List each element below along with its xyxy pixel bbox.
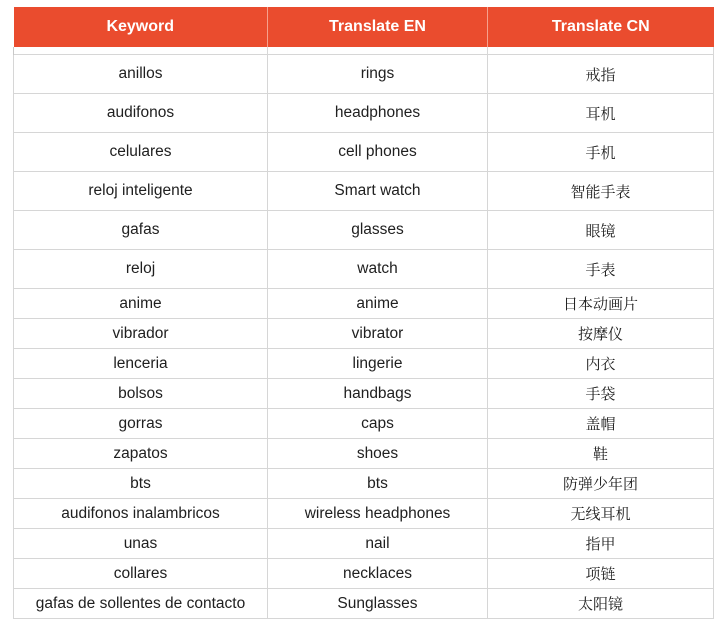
table-row (14, 319, 714, 349)
cell-translate-cn: 按摩仪 (488, 319, 714, 349)
header-spacer (14, 47, 714, 55)
table-row (14, 499, 714, 529)
table-row (14, 469, 714, 499)
cell-translate-cn: 手袋 (488, 379, 714, 409)
cell-translate-en: Smart watch (268, 172, 488, 211)
cell-keyword: anime (14, 289, 268, 319)
table-row (14, 289, 714, 319)
cell-translate-cn: 耳机 (488, 94, 714, 133)
cell-keyword: celulares (14, 133, 268, 172)
cell-translate-en: shoes (268, 439, 488, 469)
cell-keyword: gafas (14, 211, 268, 250)
cell-translate-cn: 眼镜 (488, 211, 714, 250)
table-row (14, 439, 714, 469)
cell-translate-en: nail (268, 529, 488, 559)
table-row (14, 559, 714, 589)
table-row (14, 133, 714, 172)
table-row (14, 589, 714, 619)
cell-translate-cn: 日本动画片 (488, 289, 714, 319)
table-row (14, 211, 714, 250)
cell-translate-en: Sunglasses (268, 589, 488, 619)
cell-translate-en: lingerie (268, 349, 488, 379)
cell-keyword: gorras (14, 409, 268, 439)
cell-translate-cn: 指甲 (488, 529, 714, 559)
cell-translate-cn: 手机 (488, 133, 714, 172)
cell-keyword: lenceria (14, 349, 268, 379)
cell-translate-cn: 太阳镜 (488, 589, 714, 619)
cell-translate-cn: 防弹少年团 (488, 469, 714, 499)
cell-keyword: zapatos (14, 439, 268, 469)
cell-keyword: bts (14, 469, 268, 499)
cell-translate-en: watch (268, 250, 488, 289)
header-keyword: Keyword (14, 7, 268, 47)
cell-translate-en: caps (268, 409, 488, 439)
cell-keyword: bolsos (14, 379, 268, 409)
header-translate-en: Translate EN (268, 7, 488, 47)
cell-translate-cn: 手表 (488, 250, 714, 289)
cell-translate-en: vibrator (268, 319, 488, 349)
table-row (14, 250, 714, 289)
table-row (14, 94, 714, 133)
table-row (14, 529, 714, 559)
cell-keyword: reloj (14, 250, 268, 289)
cell-keyword: reloj inteligente (14, 172, 268, 211)
table-row (14, 172, 714, 211)
cell-translate-en: anime (268, 289, 488, 319)
header-translate-cn: Translate CN (488, 7, 714, 47)
cell-translate-en: cell phones (268, 133, 488, 172)
cell-translate-cn: 戒指 (488, 55, 714, 94)
keyword-translation-table-container (13, 7, 714, 619)
cell-keyword: collares (14, 559, 268, 589)
table-row (14, 349, 714, 379)
cell-translate-en: wireless headphones (268, 499, 488, 529)
cell-translate-en: rings (268, 55, 488, 94)
table-row (14, 55, 714, 94)
cell-keyword: gafas de sollentes de contacto (14, 589, 268, 619)
cell-keyword: anillos (14, 55, 268, 94)
keyword-translation-table (13, 7, 714, 619)
table-body (14, 47, 714, 619)
cell-keyword: unas (14, 529, 268, 559)
cell-translate-cn: 内衣 (488, 349, 714, 379)
cell-translate-cn: 智能手表 (488, 172, 714, 211)
cell-translate-en: bts (268, 469, 488, 499)
cell-translate-cn: 项链 (488, 559, 714, 589)
cell-translate-en: headphones (268, 94, 488, 133)
cell-translate-en: handbags (268, 379, 488, 409)
table-row (14, 379, 714, 409)
cell-translate-en: necklaces (268, 559, 488, 589)
cell-translate-cn: 盖帽 (488, 409, 714, 439)
table-row (14, 409, 714, 439)
cell-keyword: audifonos inalambricos (14, 499, 268, 529)
cell-translate-cn: 鞋 (488, 439, 714, 469)
cell-keyword: vibrador (14, 319, 268, 349)
cell-translate-cn: 无线耳机 (488, 499, 714, 529)
cell-translate-en: glasses (268, 211, 488, 250)
cell-keyword: audifonos (14, 94, 268, 133)
header-row (14, 7, 714, 47)
